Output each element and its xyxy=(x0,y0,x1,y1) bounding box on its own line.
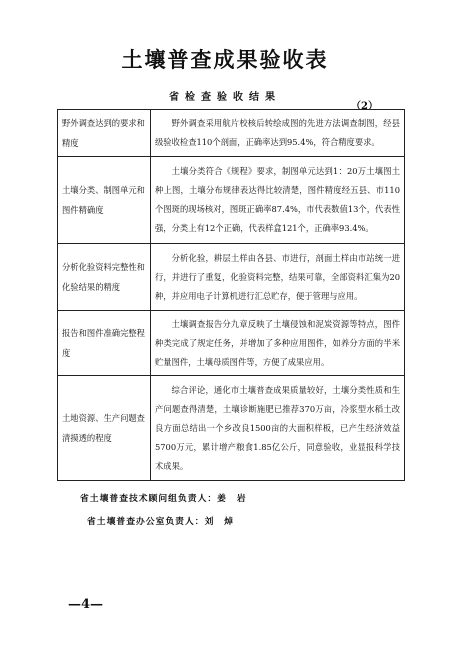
acceptance-table xyxy=(57,109,405,481)
row-content: 野外调查采用航片校核后转绘成图的先进方法调查制图，经县级验收检查110个剖面，正确率达到95.4%，符合精度要求。 xyxy=(151,110,405,157)
page-subtitle: 省检查验收结果 xyxy=(169,92,281,103)
row-content: 综合评论，通化市土壤普查成果质量较好，土壤分类性质和生产问题查得清楚，土壤诊断施肥已推荐370万亩，冷浆型水稻土改良方面总结出一个乡改良1500亩的大面积样板，已产生经济效益5700万元，累计增产粮食1.85亿公斤，同意验收，业显报科学技术成果。 xyxy=(151,376,405,481)
table-row xyxy=(58,157,405,244)
advisor-signature: 省土壤普查技术顾问组负责人：姜 岩 xyxy=(80,494,247,504)
row-label: 土壤分类、制图单元和图件精确度 xyxy=(58,157,151,244)
row-label: 分析化验资料完整性和化验结果的精度 xyxy=(58,244,151,311)
row-label: 野外调查达到的要求和精度 xyxy=(58,110,151,157)
table-row xyxy=(58,376,405,481)
table-number: （2） xyxy=(351,101,378,112)
row-content: 分析化验，耕层土样由各县、市进行，剖面土样由市站统一进行，并进行了重复，化验资料完整，结果可靠，全部资料汇集为20种，并应用电子计算机进行汇总贮存，便于管理与应用。 xyxy=(151,244,405,311)
page-title: 土壤普查成果验收表 xyxy=(121,47,329,72)
page-number: —4— xyxy=(68,597,104,612)
table-row xyxy=(58,110,405,157)
acceptance-table-grid xyxy=(57,109,405,481)
table-row xyxy=(58,311,405,376)
row-content: 土壤调查报告分九章反映了土壤侵蚀和泥炭资源等特点，图件种类完成了规定任务，并增加了多种应用图件，如养分方面的半米贮量图件，土壤母质图件等，方便了成果应用。 xyxy=(151,311,405,376)
row-label: 土地资源、生产问题查清摸透的程度 xyxy=(58,376,151,481)
table-row xyxy=(58,244,405,311)
row-label: 报告和图件准确完整程度 xyxy=(58,311,151,376)
row-content: 土壤分类符合《规程》要求，制图单元达到1：20万土壤图土种上图，土壤分布规律表达得比较清楚，图件精度经五县、市110个图斑的现场核对，图斑正确率87.4%，市代表数值13个，代表性强，分类上有12个正确，代表样盒121个，正确率93.4%。 xyxy=(151,157,405,244)
office-signature: 省土壤普查办公室负责人：刘 焯 xyxy=(87,517,234,527)
